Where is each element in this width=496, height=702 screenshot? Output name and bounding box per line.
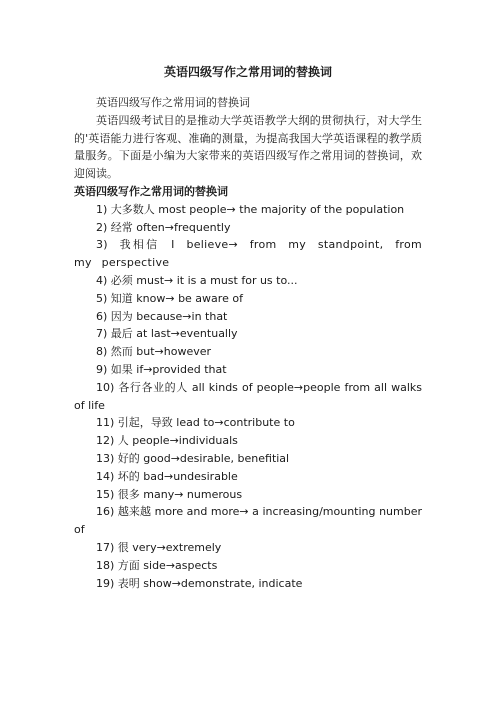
list-item: 17) 很 very→extremely (96, 540, 222, 554)
list-item: 1) 大多数人 most people→ the majority of the population (96, 202, 405, 216)
list-item: 10) 各行各业的人 all kinds of people→people from all walks of life (74, 380, 422, 412)
list-item: 5) 知道 know→ be aware of (96, 291, 243, 305)
list-item: 2) 经常 often→frequently (96, 220, 231, 234)
document-subtitle: 英语四级写作之常用词的替换词 (96, 96, 250, 109)
list-item: 19) 表明 show→demonstrate, indicate (96, 576, 303, 590)
list-item: 8) 然而 but→however (96, 345, 212, 359)
list-item: 18) 方面 side→aspects (96, 558, 218, 572)
list-item: 3) 我相信 I believe→ from my standpoint, from my perspective (74, 238, 422, 270)
list-item: 9) 如果 if→provided that (96, 362, 227, 376)
section-heading: 英语四级写作之常用词的替换词 (74, 184, 228, 198)
document-title: 英语四级写作之常用词的替换词 (163, 65, 332, 79)
list-item: 13) 好的 good→desirable, benefitial (96, 451, 290, 465)
intro-paragraph: 英语四级考试目的是推动大学英语教学大纲的贯彻执行，对大学生的'英语能力进行客观、准确的测量，为提高我国大学英语课程的教学质量服务。下面是小编为大家带来的英语四级写作之常用词的替换词，欢迎阅读。 (74, 113, 422, 181)
list-item: 12) 人 people→individuals (96, 434, 238, 448)
list-item: 7) 最后 at last→eventually (96, 327, 238, 341)
list-item: 4) 必须 must→ it is a must for us to... (96, 273, 298, 287)
list-item: 11) 引起，导致 lead to→contribute to (96, 416, 295, 430)
document-body (74, 94, 422, 592)
list-item: 6) 因为 because→in that (96, 309, 228, 323)
list-item: 15) 很多 many→ numerous (96, 487, 243, 501)
list-item: 14) 坏的 bad→undesirable (96, 469, 238, 483)
list-item: 16) 越来越 more and more→ a increasing/mounting number of (74, 505, 422, 537)
